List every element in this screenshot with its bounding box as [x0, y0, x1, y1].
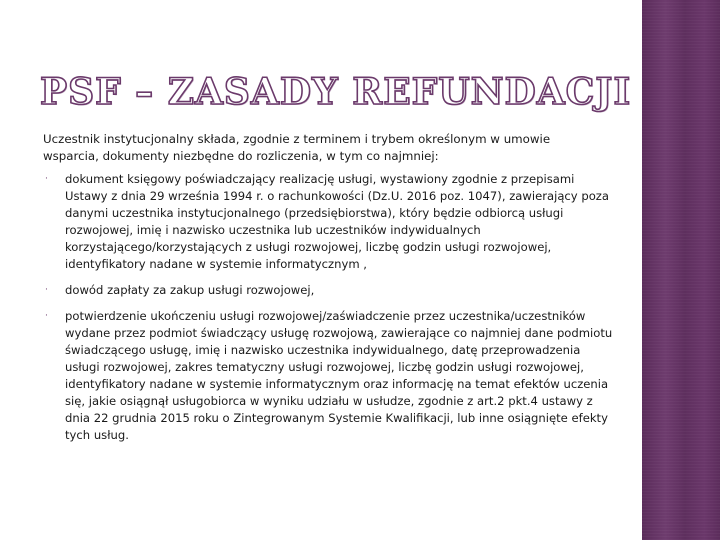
bullet-text: potwierdzenie ukończeniu usługi rozwojowej/zaświadczenie przez uczestnika/uczestników wydane przez podmiot świadczący usługę rozwojową, zawierające co najmniej dane podmiotu świadczącego usługę, imię i nazwisko uczestnika indywidualnego, datę przeprowadzenia usługi rozwojowej, zakres tematyczny usługi rozwojowej, liczbę godzin usługi rozwojowej, identyfikatory nadane w systemie informatycznym oraz informację na temat efektów uczenia się, jakie osiągnął usługobiorca w wyniku udziału w usłudze, zgodnie z art.2 pkt.4 ustawy z dnia 22 grudnia 2015 roku o Zintegrowanym Systemie Kwalifikacji, lub inne osiągnięte efekty tych usług. [65, 309, 613, 442]
list-item [43, 171, 618, 273]
bullet-dot-icon: · [45, 311, 48, 321]
list-item [43, 282, 618, 299]
list-item [43, 308, 618, 444]
bullet-text: dokument księgowy poświadczający realizację usługi, wystawiony zgodnie z przepisami Ustawy z dnia 29 września 1994 r. o rachunkowości (Dz.U. 2016 poz. 1047), zawierający poza danymi uczestnika instytucjonalnego (przedsiębiorstwa), który będzie odbiorcą usługi rozwojowej, imię i nazwisko uczestnika lub uczestników indywidualnych korzystającego/korzystających z usługi rozwojowej, liczbę godzin usługi rozwojowej, identyfikatory nadane w systemie informatycznym , [65, 172, 609, 271]
bullet-text: dowód zapłaty za zakup usługi rozwojowej, [65, 283, 315, 297]
bullet-list [43, 171, 618, 453]
bullet-dot-icon: · [45, 174, 48, 184]
bullet-dot-icon: · [45, 285, 48, 295]
intro-text: Uczestnik instytucjonalny składa, zgodnie z terminem i trybem określonym w umowie wsparcia, dokumenty niezbędne do rozliczenia, w tym co najmniej: [43, 132, 551, 163]
slide-title: PSF – ZASADY REFUNDACJI [40, 71, 632, 113]
decorative-side-band [642, 0, 720, 540]
